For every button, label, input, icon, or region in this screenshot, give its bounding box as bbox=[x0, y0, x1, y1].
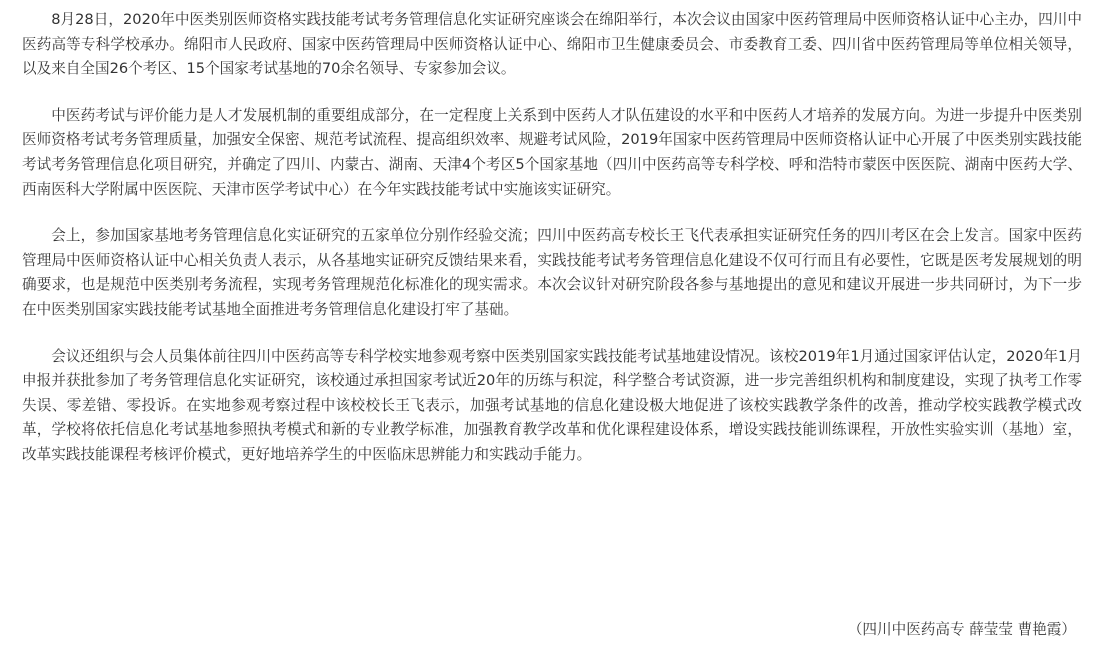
article-body bbox=[22, 8, 1082, 468]
article-paragraph-3: 会上，参加国家基地考务管理信息化实证研究的五家单位分别作经验交流；四川中医药高专校长王飞代表承担实证研究任务的四川考区在会上发言。国家中医药管理局中医师资格认证中心相关负责人表示，从各基地实证研究反馈结果来看，实践技能考试考务管理信息化建设不仅可行而且有必要性，它既是医考发展规划的明确要求，也是规范中医类别考务流程，实现考务管理规范化标准化的现实需求。本次会议针对研究阶段各参与基地提出的意见和建议开展进一步共同研讨，为下一步在中医类别国家实践技能考试基地全面推进考务管理信息化建设打牢了基础。 bbox=[22, 227, 1082, 318]
article-byline: （四川中医药高专 薛莹莹 曹艳霞） bbox=[847, 621, 1076, 638]
article-paragraph-4: 会议还组织与会人员集体前往四川中医药高等专科学校实地参观考察中医类别国家实践技能考试基地建设情况。该校2019年1月通过国家评估认定，2020年1月申报并获批参加了考务管理信息化实证研究，该校通过承担国家考试近20年的历练与积淀，科学整合考试资源，进一步完善组织机构和制度建设，实现了执考工作零失误、零差错、零投诉。在实地参观考察过程中该校校长王飞表示，加强考试基地的信息化建设极大地促进了该校实践教学条件的改善，推动学校实践教学模式改革，学校将依托信息化考试基地参照执考模式和新的专业教学标准，加强教育教学改革和优化课程建设体系，增设实践技能训练课程，开放性实验实训（基地）室，改革实践技能课程考核评价模式，更好地培养学生的中医临床思辨能力和实践动手能力。 bbox=[22, 347, 1082, 463]
article-paragraph-1: 8月28日，2020年中医类别医师资格实践技能考试考务管理信息化实证研究座谈会在绵阳举行，本次会议由国家中医药管理局中医师资格认证中心主办，四川中医药高等专科学校承办。绵阳市人民政府、国家中医药管理局中医师资格认证中心、绵阳市卫生健康委员会、市委教育工委、四川省中医药管理局等单位相关领导，以及来自全国26个考区、15个国家考试基地的70余名领导、专家参加会议。 bbox=[22, 11, 1082, 78]
article-paragraph-2: 中医药考试与评价能力是人才发展机制的重要组成部分，在一定程度上关系到中医药人才队伍建设的水平和中医药人才培养的发展方向。为进一步提升中医类别医师资格考试考务管理质量，加强安全保密、规范考试流程、提高组织效率、规避考试风险，2019年国家中医药管理局中医师资格认证中心开展了中医类别实践技能考试考务管理信息化项目研究，并确定了四川、内蒙古、湖南、天津4个考区5个国家基地（四川中医药高等专科学校、呼和浩特市蒙医中医医院、湖南中医药大学、西南医科大学附属中医医院、天津市医学考试中心）在今年实践技能考试中实施该实证研究。 bbox=[22, 106, 1082, 198]
